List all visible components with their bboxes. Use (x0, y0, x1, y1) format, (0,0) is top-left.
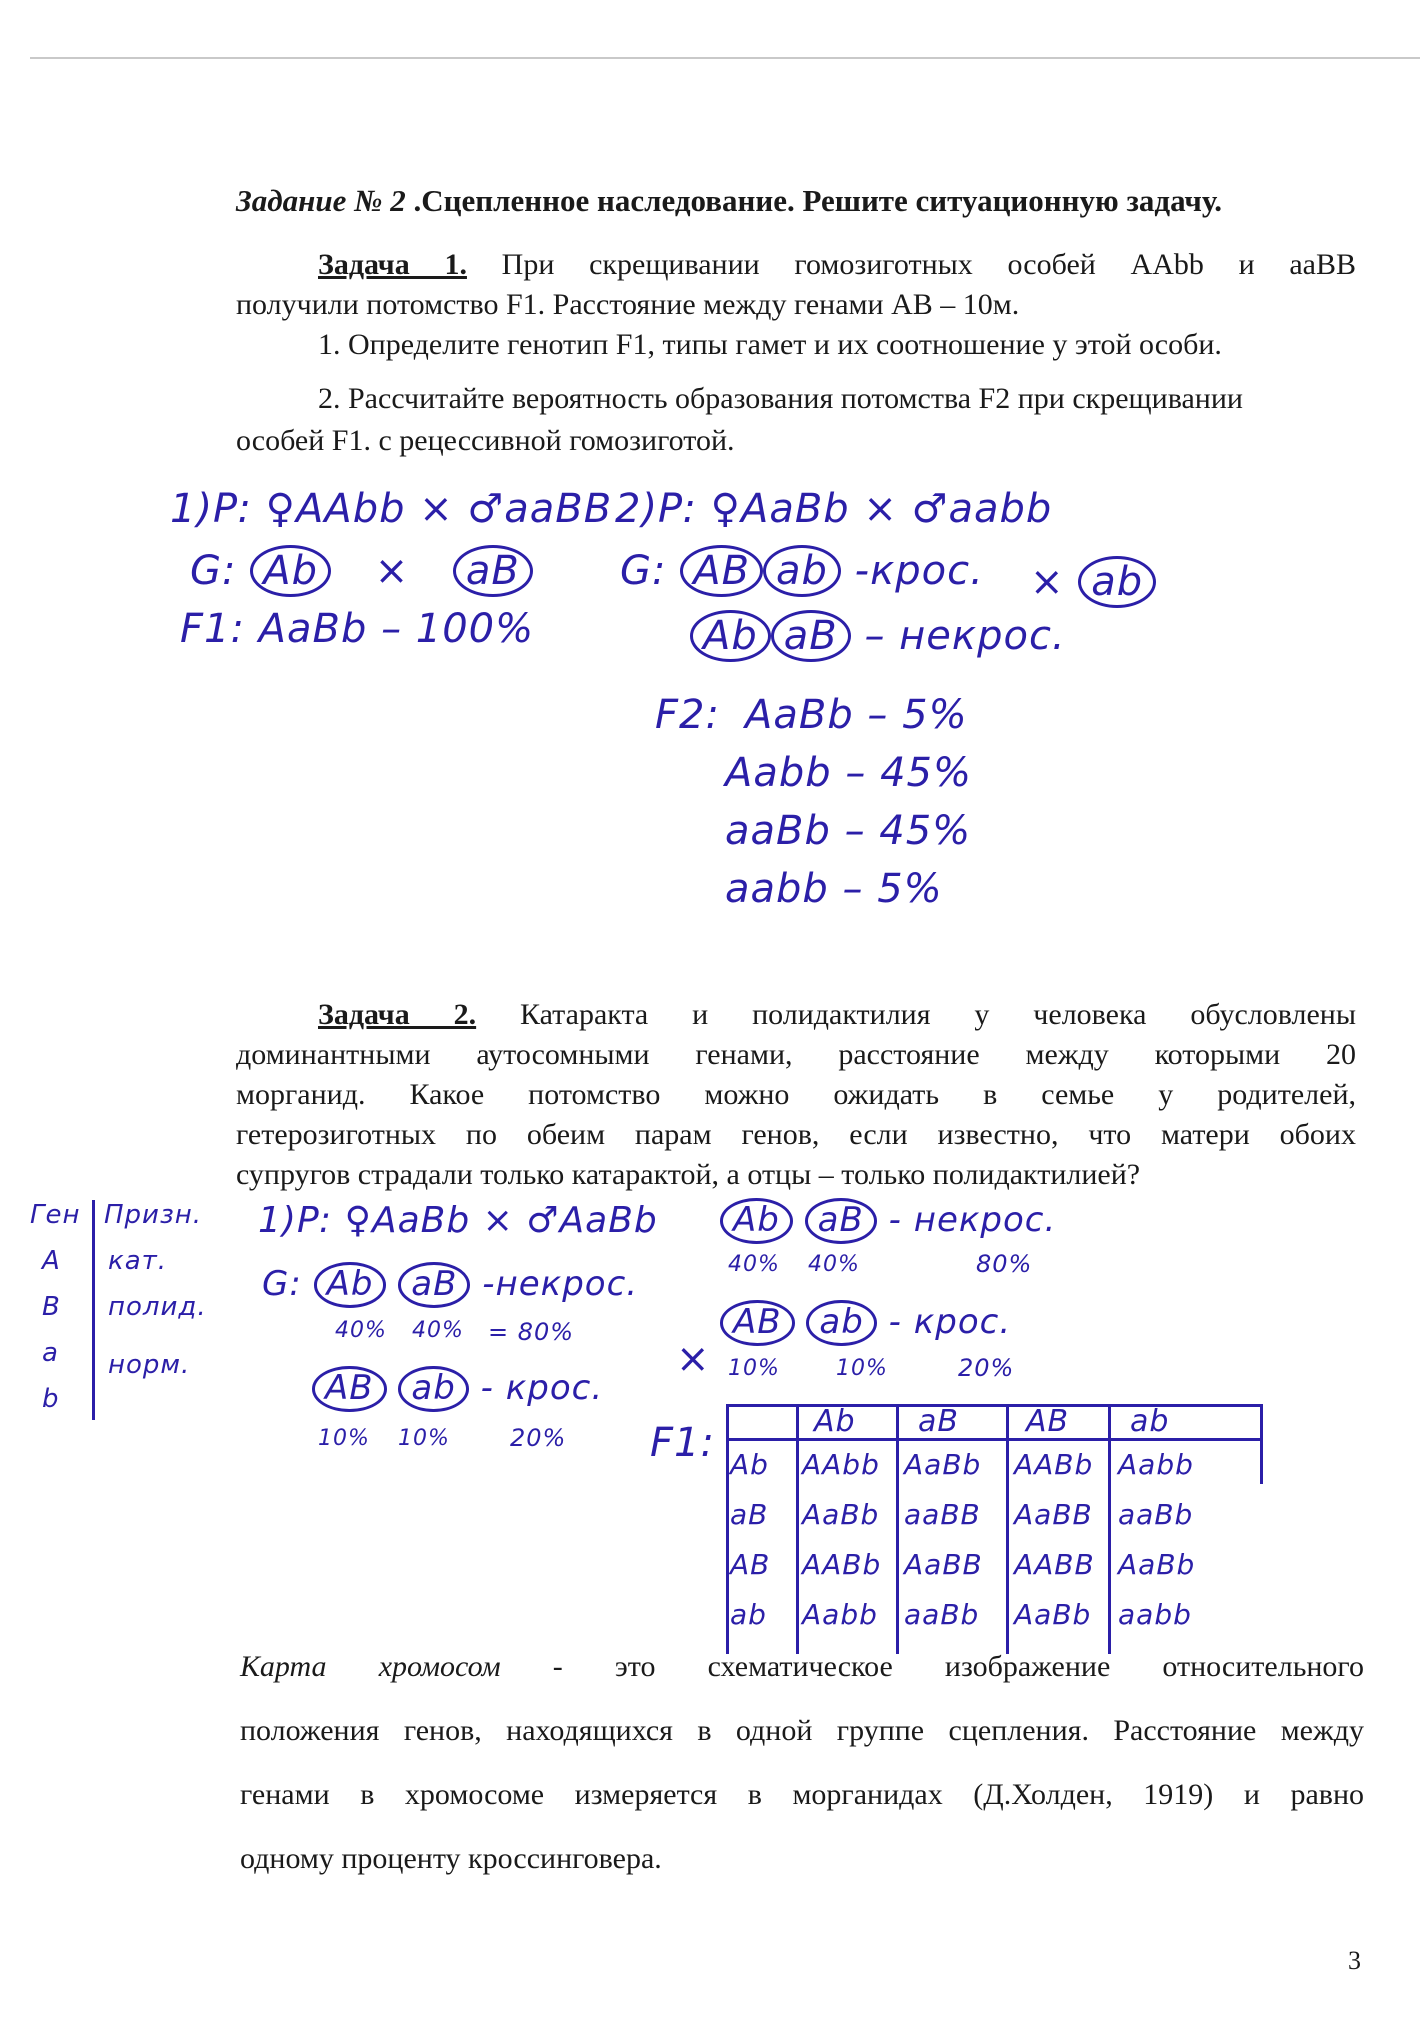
table-cell: Aabb (802, 1598, 878, 1631)
task1-question2a: 2. Рассчитайте вероятность образования потомства F2 при скрещивании (318, 382, 1243, 415)
hw-sum: 20% (510, 1424, 567, 1452)
task2-line2: доминантными аутосомными генами, расстояние между которыми 20 (236, 1038, 1356, 1071)
table-cell: aaBB (904, 1498, 981, 1531)
hw-t1-parents2: 2)P: ♀AaBb × ♂aabb (615, 486, 1053, 532)
task2-line1: Задача 2. Катаракта и полидактилия у человека обусловлены (318, 998, 1356, 1031)
hw-gamete-circle: AB (680, 545, 763, 597)
table-cell: AaBb (1118, 1548, 1196, 1581)
hw-sum: = 80% (488, 1318, 575, 1346)
hw-pct: 40% (728, 1252, 780, 1277)
hw-gamete-circle: Ab (250, 545, 331, 597)
definition-term: Карта хромосом (240, 1650, 501, 1683)
hw-gamete-circle: Ab (720, 1198, 793, 1244)
table-cell: AaBb (1014, 1598, 1092, 1631)
hw-t1-gametes2-tester: × ab (1030, 556, 1156, 608)
hw-pct: 40% (808, 1252, 860, 1277)
hw-gamete-circle: ab (1078, 556, 1156, 608)
task1-question2b: особей F1. с рецессивной гомозиготой. (236, 424, 735, 457)
hw-t1-gametes1: G: Ab × aB (190, 545, 533, 597)
hw-t2-gametes-cross: AB ab - крос. (312, 1366, 603, 1412)
task2-line3: морганид. Какое потомство можно ожидать в семье у родителей, (236, 1078, 1356, 1111)
hw-sum: 20% (958, 1354, 1015, 1382)
hw-gamete-circle: AB (720, 1300, 795, 1346)
hw-pct: 40% (412, 1318, 464, 1343)
table-cell: AaBB (904, 1548, 983, 1581)
hw-gamete-circle: Ab (690, 610, 771, 662)
definition-line2: положения генов, находящихся в одной группе сцепления. Расстояние между (240, 1714, 1364, 1747)
table-cell: AaBb (904, 1448, 982, 1481)
hw-gene: a (42, 1338, 59, 1368)
table-cell: aabb (1118, 1598, 1192, 1631)
table-line (726, 1404, 729, 1654)
hw-pct: 10% (318, 1426, 370, 1451)
hw-gamete-circle: AB (312, 1366, 387, 1412)
hw-gene: A (42, 1246, 61, 1276)
table-cell: Ab (730, 1448, 769, 1481)
table-cell: aaBb (904, 1598, 980, 1631)
hw-sum: 80% (976, 1250, 1033, 1278)
definition-line3: генами в хромосоме измеряется в морганидах (Д.Холден, 1919) и равно (240, 1778, 1364, 1811)
task1-question1: 1. Определите генотип F1, типы гамет и их соотношение у этой особи. (318, 328, 1222, 361)
task1-line1: Задача 1. При скрещивании гомозиготных особей AAbb и aaBB (318, 248, 1356, 281)
definition-line4: одному проценту кроссинговера. (240, 1842, 662, 1875)
hw-pct: 10% (728, 1356, 780, 1381)
table-header-cell: AB (1026, 1404, 1070, 1439)
hw-gamete-circle: aB (805, 1198, 877, 1244)
hw-t1-gametes2-noncross: Ab aB – некрос. (690, 610, 1066, 662)
definition-line1: Карта хромосом - это схематическое изображение относительного (240, 1650, 1364, 1683)
table-cell: AABb (802, 1548, 882, 1581)
table-line (726, 1438, 1263, 1441)
table-line (1006, 1404, 1009, 1654)
hw-gene-head: Ген (30, 1200, 81, 1230)
hw-gamete-circle: aB (453, 545, 533, 597)
hw-gamete-circle: Ab (314, 1262, 387, 1308)
hw-gamete-circle: ab (763, 545, 841, 597)
hw-gamete-circle: aB (771, 610, 851, 662)
table-line (1108, 1404, 1111, 1654)
hw-t1-f2-label: F2: (655, 692, 720, 738)
hw-t2-gametes-noncross: G: Ab aB -некрос. (262, 1262, 638, 1308)
table-cell: aaBb (1118, 1498, 1194, 1531)
hw-gamete-circle: ab (398, 1366, 468, 1412)
assignment-heading (236, 180, 1222, 222)
hw-t2-f1-label: F1: (650, 1420, 715, 1466)
table-line (796, 1404, 799, 1654)
punnett-table (718, 1398, 1263, 1656)
hw-gamete-circle: aB (398, 1262, 470, 1308)
table-header-cell: ab (1130, 1404, 1170, 1439)
hw-pct: 10% (836, 1356, 888, 1381)
task2-line5: супругов страдали только катарактой, а отцы – только полидактилией? (236, 1158, 1141, 1191)
table-line (726, 1404, 1263, 1407)
hw-t1-f2-row: Aabb – 45% (725, 750, 972, 796)
table-cell: AABb (1014, 1448, 1094, 1481)
hw-t2-x: × (676, 1336, 711, 1382)
hw-legend-divider (92, 1200, 95, 1420)
top-rule (30, 57, 1420, 59)
table-cell: AaBB (1014, 1498, 1093, 1531)
table-cell: Aabb (1118, 1448, 1194, 1481)
hw-pct: 10% (398, 1426, 450, 1451)
table-cell: AAbb (802, 1448, 880, 1481)
table-header-cell: aB (918, 1404, 959, 1439)
hw-t1-f2-row: AaBb – 5% (745, 692, 968, 738)
task1-line2: получили потомство F1. Расстояние между генами AB – 10м. (236, 288, 1020, 321)
hw-trait: полид. (108, 1292, 207, 1322)
table-cell: aB (730, 1498, 769, 1531)
hw-trait-head: Призн. (104, 1200, 203, 1230)
hw-t1-gametes2-cross: G: AB ab -крос. (620, 545, 984, 597)
table-cell: AB (730, 1548, 771, 1581)
task2-line4: гетерозиготных по обеим парам генов, если известно, что матери обоих (236, 1118, 1356, 1151)
hw-gene: B (42, 1292, 61, 1322)
table-cell: AaBb (802, 1498, 880, 1531)
page-number: 3 (1348, 1946, 1361, 1975)
hw-t2-parents: 1)P: ♀AaBb × ♂AaBb (258, 1200, 658, 1241)
hw-t2-right-cross: AB ab - крос. (720, 1300, 1011, 1346)
hw-gene: b (42, 1384, 60, 1414)
table-header-cell: Ab (814, 1404, 856, 1439)
hw-gamete-circle: ab (806, 1300, 876, 1346)
hw-t2-right-noncross: Ab aB - некрос. (720, 1198, 1056, 1244)
assignment-title: .Сцепленное наследование. Решите ситуационную задачу. (405, 183, 1222, 218)
hw-t1-f1: F1: AaBb – 100% (180, 606, 535, 652)
table-cell: AABB (1014, 1548, 1095, 1581)
task2-label: Задача 2. (318, 998, 477, 1031)
hw-pct: 40% (335, 1318, 387, 1343)
task1-label: Задача 1. (318, 248, 467, 281)
hw-t1-f2-row: aaBb – 45% (725, 808, 972, 854)
table-cell: ab (730, 1598, 767, 1631)
assignment-number: Задание № 2 (236, 183, 406, 218)
hw-trait: норм. (108, 1350, 191, 1380)
hw-t1-parents1: 1)P: ♀AAbb × ♂aaBB (170, 486, 613, 532)
table-line (896, 1404, 899, 1654)
table-line (1260, 1404, 1263, 1484)
hw-t1-f2-row: aabb – 5% (725, 866, 943, 912)
hw-trait: кат. (108, 1246, 168, 1276)
